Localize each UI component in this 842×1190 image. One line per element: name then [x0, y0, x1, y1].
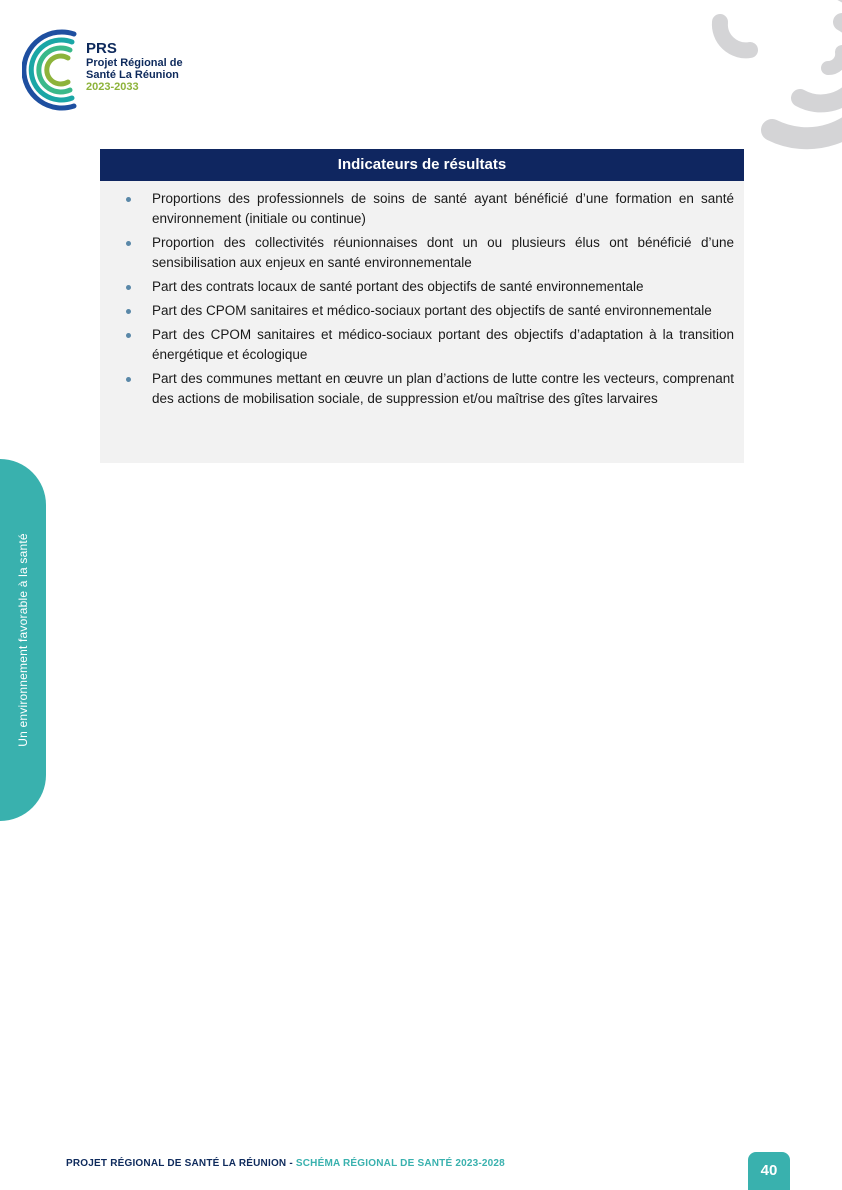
logo-line-1: Projet Régional de — [86, 57, 183, 69]
bullet-icon — [126, 309, 131, 314]
logo-years: 2023-2033 — [86, 81, 139, 93]
section-side-tab-label: Un environnement favorable à la santé — [16, 533, 30, 747]
decorative-swirl-icon — [700, 0, 842, 160]
list-item-text: Proportion des collectivités réunionnaises dont un ou plusieurs élus ont bénéficié d’une sensibilisation aux enjeux en santé environnementale — [152, 235, 734, 270]
list-item — [100, 325, 734, 365]
logo-acronym: PRS — [86, 40, 117, 57]
footer-project-title: PROJET RÉGIONAL DE SANTÉ LA RÉUNION — [66, 1158, 287, 1169]
results-indicators-title: Indicateurs de résultats — [100, 149, 744, 181]
bullet-icon — [126, 241, 131, 246]
bullet-icon — [126, 197, 131, 202]
footer-separator: - — [286, 1158, 296, 1169]
bullet-icon — [126, 377, 131, 382]
logo-line-2: Santé La Réunion — [86, 69, 179, 81]
results-indicators-box — [100, 149, 744, 463]
list-item — [100, 301, 734, 321]
list-item — [100, 189, 734, 229]
list-item — [100, 277, 734, 297]
list-item-text: Part des contrats locaux de santé portant des objectifs de santé environnementale — [152, 279, 644, 294]
prs-logo — [22, 28, 222, 112]
list-item-text: Part des CPOM sanitaires et médico-sociaux portant des objectifs de santé environnementale — [152, 303, 712, 318]
list-item — [100, 369, 734, 409]
page-number: 40 — [748, 1152, 790, 1190]
list-item-text: Proportions des professionnels de soins de santé ayant bénéficié d’une formation en santé environnement (initiale ou continue) — [152, 191, 734, 226]
list-item-text: Part des CPOM sanitaires et médico-sociaux portant des objectifs d’adaptation à la transition énergétique et écologique — [152, 327, 734, 362]
list-item-text: Part des communes mettant en œuvre un plan d’actions de lutte contre les vecteurs, comprenant des actions de mobilisation sociale, de suppression et/ou maîtrise des gîtes larvaires — [152, 371, 734, 406]
results-indicators-list — [100, 181, 744, 409]
bullet-icon — [126, 333, 131, 338]
footer-schema-title: SCHÉMA RÉGIONAL DE SANTÉ 2023-2028 — [295, 1158, 505, 1169]
section-side-tab — [0, 459, 46, 821]
list-item — [100, 233, 734, 273]
prs-logo-icon — [22, 28, 84, 112]
page-footer — [66, 1158, 505, 1169]
bullet-icon — [126, 285, 131, 290]
